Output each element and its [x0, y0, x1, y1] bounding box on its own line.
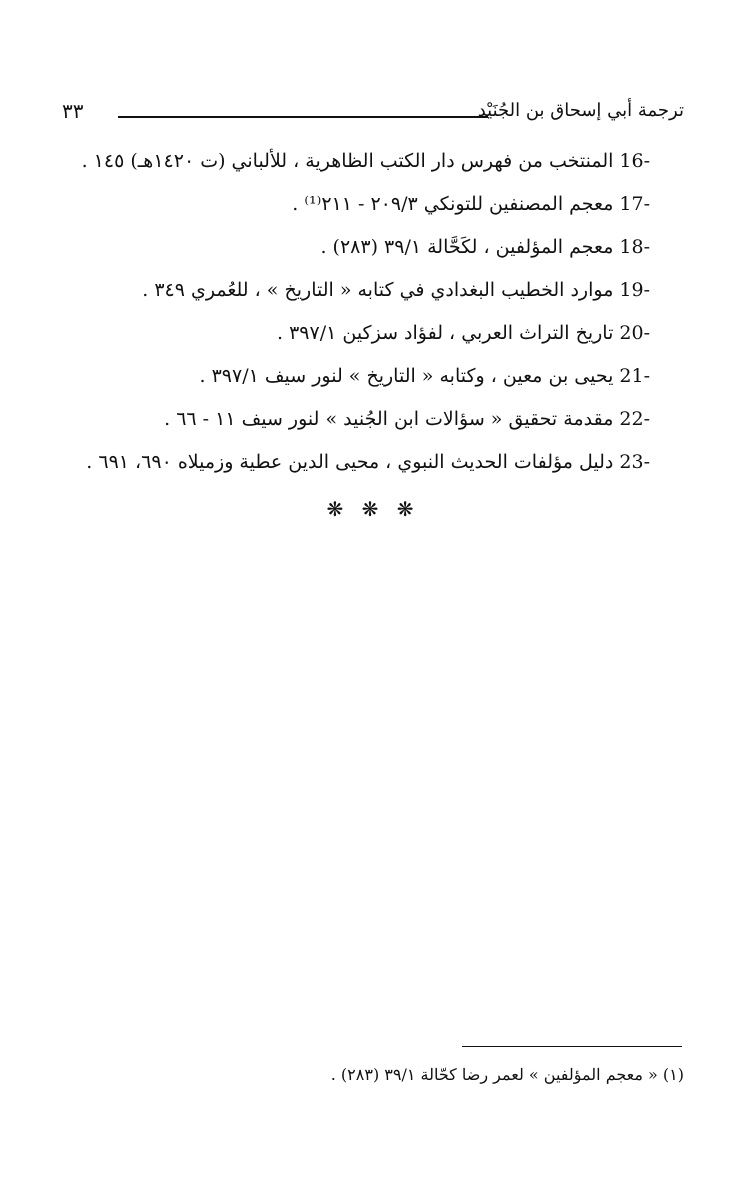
- list-item: [50, 183, 650, 226]
- entry-number: 19-: [619, 279, 650, 301]
- entry-number: 17-: [619, 193, 650, 215]
- entry-text: معجم المصنفين للتونكي ٢٠٩/٣ - ٢١١⁽¹⁾ .: [292, 193, 614, 215]
- list-item: [50, 269, 650, 312]
- running-title: ترجمة أبي إسحاق بن الجُنَيْد: [477, 100, 684, 121]
- page-number: ٣٣: [62, 99, 84, 123]
- entry-text: مقدمة تحقيق « سؤالات ابن الجُنيد » لنور سيف ١١ - ٦٦ .: [164, 408, 614, 430]
- footnote: (١) « معجم المؤلفين » لعمر رضا كحّالة ٣٩/١ (٢٨٣) .: [330, 1065, 684, 1084]
- entry-number: 18-: [619, 236, 650, 258]
- list-item: [50, 226, 650, 269]
- list-item: [50, 312, 650, 355]
- entry-text: معجم المؤلفين ، لكَحَّالة ٣٩/١ (٢٨٣) .: [320, 236, 614, 258]
- entry-text: يحيى بن معين ، وكتابه « التاريخ » لنور سيف ٣٩٧/١ .: [199, 365, 614, 387]
- list-item: [50, 355, 650, 398]
- list-item: [50, 140, 650, 183]
- entry-number: 23-: [619, 451, 650, 473]
- list-item: [50, 398, 650, 441]
- list-item: [50, 441, 650, 484]
- entry-text: دليل مؤلفات الحديث النبوي ، محيى الدين عطية وزميلاه ٦٩٠، ٦٩١ .: [86, 451, 614, 473]
- footnote-rule: [462, 1046, 682, 1047]
- entry-number: 20-: [619, 322, 650, 344]
- page-header: [62, 96, 684, 130]
- entry-number: 16-: [619, 150, 650, 172]
- entry-number: 21-: [619, 365, 650, 387]
- entry-text: المنتخب من فهرس دار الكتب الظاهرية ، للألباني (ت ١٤٢٠هـ) ١٤٥ .: [81, 150, 614, 172]
- entry-number: 22-: [619, 408, 650, 430]
- header-rule: [118, 116, 488, 118]
- entry-text: تاريخ التراث العربي ، لفؤاد سزكين ٣٩٧/١ .: [276, 322, 614, 344]
- bibliography-list: [50, 140, 650, 484]
- section-separator: ❋ ❋ ❋: [326, 497, 420, 521]
- entry-text: موارد الخطيب البغدادي في كتابه « التاريخ » ، للعُمري ٣٤٩ .: [142, 279, 614, 301]
